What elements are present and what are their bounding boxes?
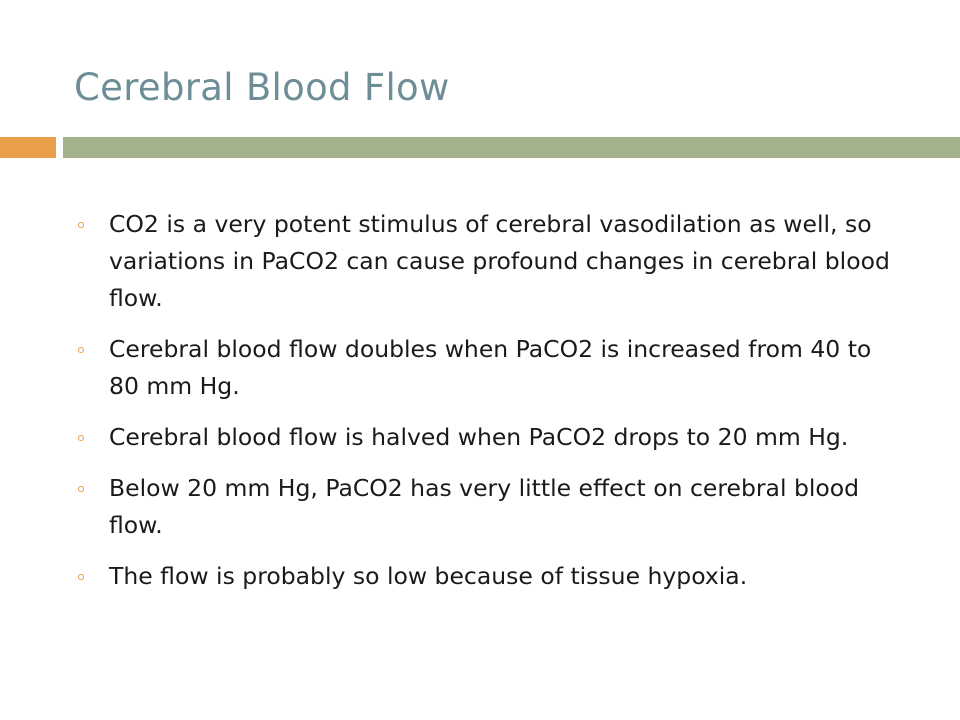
bullet-list <box>74 206 904 609</box>
bullet-circle-icon <box>78 222 84 228</box>
bullet-circle-icon <box>78 486 84 492</box>
accent-bar-orange <box>0 137 56 158</box>
bullet-text: Cerebral blood flow is halved when PaCO2 drops to 20 mm Hg. <box>109 423 849 451</box>
bullet-text: The flow is probably so low because of tissue hypoxia. <box>109 562 748 590</box>
bullet-item <box>74 558 904 595</box>
bullet-item <box>74 331 904 405</box>
accent-bar-green <box>63 137 960 158</box>
bullet-item <box>74 470 904 544</box>
bullet-item <box>74 419 904 456</box>
bullet-text: CO2 is a very potent stimulus of cerebral vasodilation as well, so variations in PaCO2 can cause profound changes in cerebral blood flow. <box>109 210 890 312</box>
bullet-text: Cerebral blood flow doubles when PaCO2 is increased from 40 to 80 mm Hg. <box>109 335 872 400</box>
bullet-circle-icon <box>78 435 84 441</box>
bullet-text: Below 20 mm Hg, PaCO2 has very little effect on cerebral blood flow. <box>109 474 860 539</box>
bullet-circle-icon <box>78 574 84 580</box>
slide-title: Cerebral Blood Flow <box>74 66 450 109</box>
bullet-circle-icon <box>78 347 84 353</box>
bullet-item <box>74 206 904 317</box>
